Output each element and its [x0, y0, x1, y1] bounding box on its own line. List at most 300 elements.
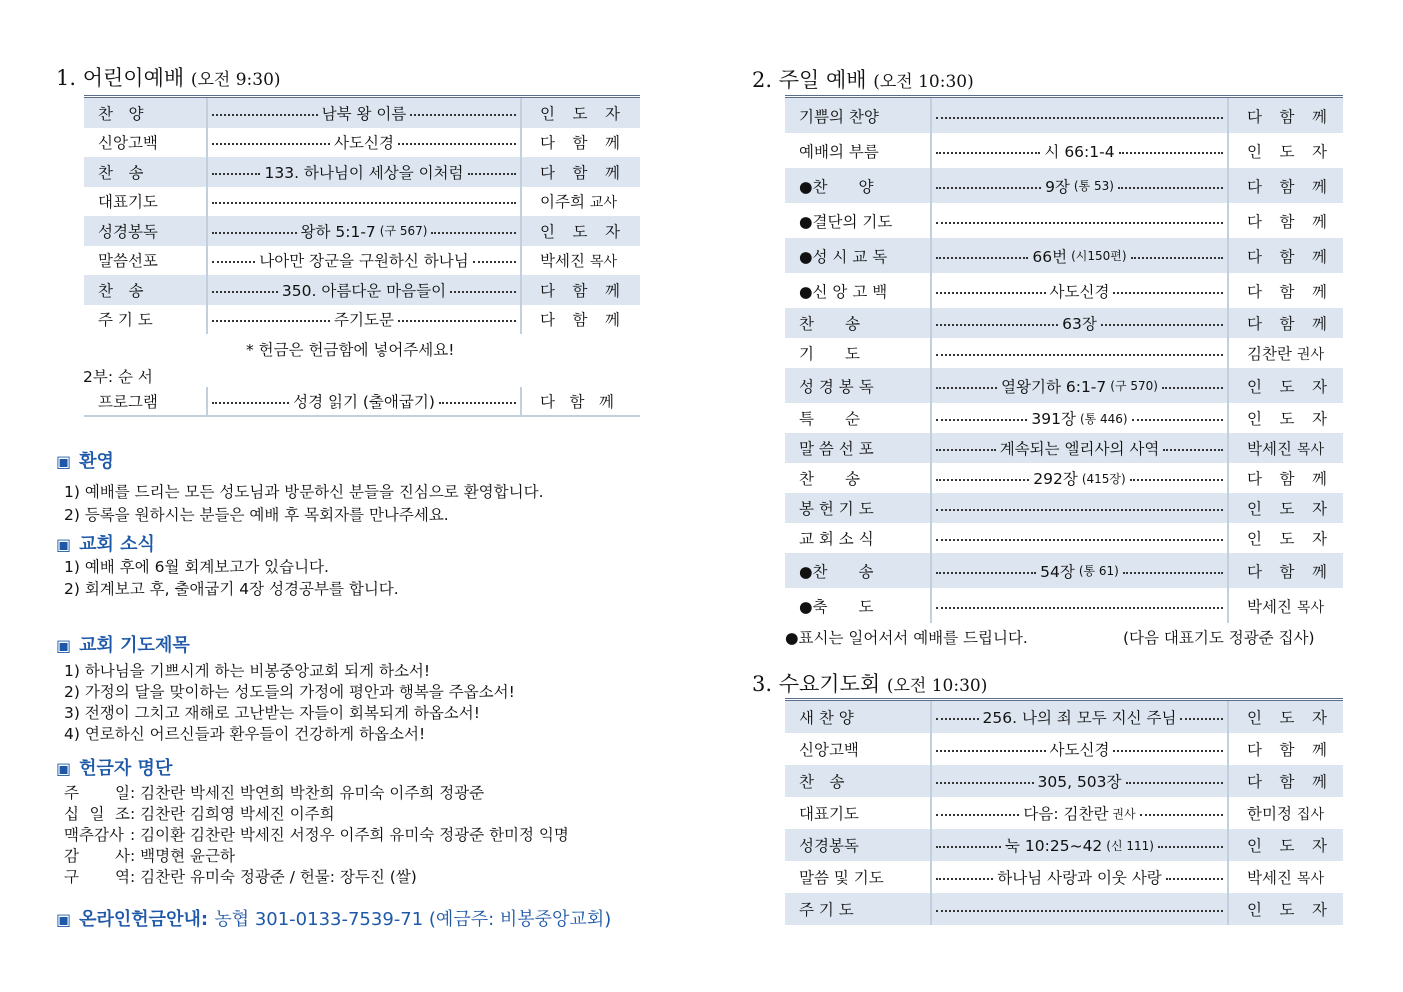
offerer-names: : 김찬란 김희영 박세진 이주희 [130, 805, 335, 823]
order-leader-text: 인 도 자 [1247, 530, 1327, 548]
sunday-order-row [785, 523, 1343, 553]
children-order-table [84, 95, 640, 334]
order-content [206, 187, 522, 217]
leader-dots [1113, 292, 1223, 294]
leader-dots [1163, 449, 1223, 451]
order-leader-text: 인 도 자 [540, 222, 620, 241]
offerers-heading: ▣ 헌금자 명단 [56, 758, 173, 779]
order-content [206, 157, 522, 187]
order-content-text: 사도신경 [334, 134, 394, 153]
square-bullet-icon: ▣ [56, 535, 72, 554]
order-content-note: (통 53) [1073, 179, 1114, 193]
wednesday-service-title: 3. 수요기도회 (오전 10:30) [752, 672, 988, 696]
leader-dots [212, 402, 289, 404]
order-content-note: (415장) [1081, 471, 1126, 486]
offerer-names: : 백명현 윤근하 [130, 847, 235, 865]
leader-dots [1158, 846, 1223, 848]
offerer-category: 주 일 [64, 784, 130, 802]
sunday-order-row [785, 168, 1343, 203]
leader-dots [398, 320, 516, 322]
offerer-row [64, 823, 569, 844]
order-leader-text: 인 도 자 [1247, 377, 1327, 396]
children-order-row [84, 216, 640, 246]
offerer-names: : 김찬란 박세진 박연희 박찬희 유미숙 이주희 정광준 [130, 784, 485, 802]
wednesday-order-table [785, 698, 1343, 925]
order-content-text: 66번 [1032, 247, 1068, 266]
offering-note: * 헌금은 헌금함에 넣어주세요! [246, 341, 455, 359]
leader-dots [1123, 572, 1223, 574]
leader-dots [212, 291, 278, 293]
order-leader-text: 다 함 께 [1247, 470, 1327, 488]
order-label: 찬 송 [799, 470, 860, 488]
order-label: 예배의 부름 [799, 142, 879, 161]
order-label: 대표기도 [799, 805, 859, 823]
order-label: 찬 양 [98, 104, 144, 123]
order-label: 찬 송 [799, 773, 845, 791]
leader-dots [1166, 878, 1223, 880]
leader-dots [936, 354, 1223, 356]
offerer-category: 십 일 조 [64, 805, 130, 823]
order-leader [522, 279, 620, 301]
order-label: 신앙고백 [98, 134, 158, 153]
order-content [930, 368, 1229, 403]
wednesday-order-row [785, 829, 1343, 861]
sunday-order-row [785, 98, 1343, 133]
order-content-note: (통 61) [1078, 564, 1119, 578]
order-leader-text: 박세진 [1247, 440, 1292, 458]
leader-dots [450, 291, 516, 293]
leader-dots [1101, 324, 1223, 326]
order-label: 찬 송 [98, 163, 144, 182]
leader-dots [439, 402, 516, 404]
order-leader [1229, 467, 1327, 489]
order-label: 말씀선포 [98, 252, 158, 271]
order-content-text: 계속되는 엘리사의 사역 [999, 440, 1160, 458]
prayer-item: 2) 가정의 달을 맞이하는 성도들의 가정에 평안과 행복을 주옵소서! [64, 683, 515, 701]
children-order-row [84, 246, 640, 276]
children-order-row [84, 128, 640, 158]
leader-dots [473, 261, 516, 263]
order-content-text: 남북 왕 이름 [321, 104, 407, 123]
order-leader-role: 목사 [589, 254, 617, 271]
news-item: 2) 회계보고 후, 출애굽기 4장 성경공부를 합니다. [64, 580, 399, 598]
leader-dots [212, 232, 297, 234]
order-label: 주 기 도 [799, 901, 854, 919]
sunday-order-row [785, 403, 1343, 433]
offerer-row [64, 865, 569, 886]
order-label: ●성 시 교 독 [799, 247, 888, 266]
leader-dots [936, 910, 1223, 912]
square-bullet-icon: ▣ [56, 636, 72, 655]
order-content [930, 463, 1229, 493]
order-content-text: 292장 [1033, 470, 1078, 488]
children-order-row [84, 157, 640, 187]
leader-dots [936, 479, 1029, 481]
welcome-item: 2) 등록을 원하시는 분들은 예배 후 목회자를 만나주세요. [64, 506, 449, 524]
order-content [930, 765, 1229, 797]
offerer-row [64, 781, 569, 802]
order-content-text: 주기도문 [334, 311, 394, 330]
order-leader [1229, 527, 1327, 549]
sunday-order-row [785, 433, 1343, 463]
order-leader [1229, 312, 1327, 334]
order-content [930, 523, 1229, 553]
order-leader-role: 목사 [1296, 599, 1324, 616]
order-leader-text: 다 함 께 [540, 281, 620, 300]
leader-dots [936, 782, 1034, 784]
order-leader-text: 한미정 [1247, 805, 1292, 823]
sunday-order-row [785, 238, 1343, 273]
order-leader [1229, 210, 1327, 232]
part2-row [84, 387, 640, 417]
sunday-order-row [785, 308, 1343, 338]
order-content-text: 350. 아름다운 마음들이 [281, 281, 447, 300]
wednesday-order-row [785, 765, 1343, 797]
order-leader [1229, 105, 1327, 127]
standing-note: ●표시는 일어서서 예배를 드립니다. [785, 629, 1028, 647]
order-leader [522, 308, 620, 330]
wednesday-order-row [785, 733, 1343, 765]
order-content [930, 588, 1229, 623]
part2-table [84, 387, 640, 417]
order-leader-text: 인 도 자 [1247, 142, 1327, 161]
leader-dots [936, 878, 993, 880]
part2-label-cell: 프로그램 [98, 393, 158, 411]
order-leader-role: 교사 [589, 195, 617, 212]
order-content [930, 238, 1229, 273]
order-label: 성경봉독 [98, 222, 158, 241]
order-leader-text: 인 도 자 [1247, 709, 1327, 727]
leader-dots [212, 261, 255, 263]
order-label: ●신 앙 고 백 [799, 282, 888, 301]
leader-dots [936, 187, 1041, 189]
sunday-service-title: 2. 주일 예배 (오전 10:30) [752, 68, 974, 92]
order-label: 대표기도 [98, 193, 158, 212]
order-leader-text: 다 함 께 [540, 163, 620, 182]
order-label: 성경봉독 [799, 837, 859, 855]
leader-dots [1119, 152, 1223, 154]
order-content-text: 305, 503장 [1037, 773, 1122, 791]
leader-dots [936, 607, 1223, 609]
order-leader-text: 다 함 께 [540, 311, 620, 330]
offerer-names: : 김찬란 유미숙 정광준 / 헌물: 장두진 (쌀) [130, 868, 417, 886]
sunday-order-row [785, 588, 1343, 623]
order-content-text: 열왕기하 6:1-7 [1001, 377, 1107, 396]
sunday-order-row [785, 553, 1343, 588]
welcome-item: 1) 예배를 드리는 모든 성도님과 방문하신 분들을 진심으로 환영합니다. [64, 483, 544, 501]
order-content [930, 133, 1229, 168]
sunday-order-row [785, 463, 1343, 493]
order-leader-text: 다 함 께 [540, 134, 620, 153]
order-content-text: 나아만 장군을 구원하신 하나님 [259, 252, 469, 271]
leader-dots [936, 750, 1046, 752]
order-leader-text: 김찬란 [1247, 345, 1292, 363]
order-content [930, 893, 1229, 925]
leader-dots [212, 173, 260, 175]
leader-dots [212, 202, 516, 204]
order-leader [1229, 437, 1324, 459]
order-content-note: 권사 [1112, 806, 1136, 821]
order-label: 찬 송 [799, 315, 860, 333]
children-order-row [84, 275, 640, 305]
order-content [930, 98, 1229, 133]
order-leader [1229, 802, 1324, 824]
order-leader-text: 다 함 께 [1247, 107, 1327, 126]
order-label: 기 도 [799, 345, 860, 363]
order-leader [1229, 140, 1327, 162]
offerers-list [64, 781, 569, 886]
order-leader-text: 다 함 께 [1247, 773, 1327, 791]
order-leader-text: 다 함 께 [1247, 282, 1327, 301]
order-label: 특 순 [799, 410, 860, 428]
order-content [206, 305, 522, 335]
order-content [930, 733, 1229, 765]
offerer-names: : 김이환 김찬란 박세진 서정우 이주희 유미숙 정광준 한미정 익명 [130, 826, 569, 844]
prayer-item: 4) 연로하신 어르신들과 환우들이 건강하게 하옵소서! [64, 725, 426, 743]
order-leader-text: 다 함 께 [1247, 741, 1327, 759]
order-content-text: 시 66:1-4 [1044, 142, 1115, 161]
order-label: 주 기 도 [98, 311, 153, 330]
order-leader [522, 131, 620, 153]
order-label: ●축 도 [799, 597, 874, 616]
online-offering: ▣ 온라인헌금안내: 농협 301-0133-7539-71 (예금주: 비봉중앙교회) [56, 909, 612, 930]
offerer-category: 맥추감사 [64, 826, 124, 844]
order-content [930, 701, 1229, 733]
welcome-heading: ▣ 환영 [56, 451, 114, 472]
leader-dots [936, 387, 997, 389]
order-content-note: (신 111) [1106, 838, 1154, 853]
order-label: ●결단의 기도 [799, 212, 893, 231]
order-content-text: 하나님 사랑과 이웃 사랑 [997, 869, 1162, 887]
order-content-note: (구 570) [1110, 379, 1158, 393]
order-content [930, 338, 1229, 368]
leader-dots [936, 572, 1036, 574]
wednesday-order-row [785, 797, 1343, 829]
leader-dots [410, 114, 516, 116]
order-leader-text: 다 함 께 [1247, 212, 1327, 231]
order-leader-text: 다 함 께 [1247, 177, 1327, 196]
leader-dots [936, 324, 1058, 326]
children-order-row [84, 187, 640, 217]
order-leader [522, 190, 617, 212]
order-content-text: 133. 하나님이 세상을 이처럼 [264, 163, 464, 182]
order-content [930, 273, 1229, 308]
order-content [206, 275, 522, 305]
order-leader-text: 다 함 께 [1247, 315, 1327, 333]
leader-dots [1180, 718, 1223, 720]
leader-dots [936, 449, 996, 451]
order-leader-text: 인 도 자 [1247, 901, 1327, 919]
order-leader-text: 박세진 [1247, 869, 1292, 887]
offerer-category: 감 사 [64, 847, 130, 865]
order-label: 성 경 봉 독 [799, 377, 874, 396]
order-leader [522, 220, 620, 242]
square-bullet-icon: ▣ [56, 759, 72, 778]
leader-dots [1140, 814, 1223, 816]
wednesday-order-row [785, 893, 1343, 925]
square-bullet-icon: ▣ [56, 910, 72, 929]
leader-dots [212, 143, 330, 145]
leader-dots [936, 846, 1001, 848]
offerer-category: 구 역 [64, 868, 130, 886]
order-label: 말씀 및 기도 [799, 869, 884, 887]
children-order-row [84, 98, 640, 128]
leader-dots [1113, 750, 1223, 752]
order-leader [1229, 497, 1327, 519]
leader-dots [936, 257, 1028, 259]
order-leader-text: 인 도 자 [1247, 410, 1327, 428]
leader-dots [936, 152, 1040, 154]
order-leader [1229, 375, 1327, 397]
leader-dots [1162, 387, 1223, 389]
order-leader-text: 박세진 [540, 252, 585, 271]
leader-dots [1126, 782, 1224, 784]
order-content-text: 256. 나의 죄 모두 지신 주님 [982, 709, 1177, 727]
order-label: ●찬 송 [799, 562, 874, 581]
part2-label: 2부: 순 서 [83, 368, 153, 386]
order-leader [522, 161, 620, 183]
leader-dots [1132, 419, 1223, 421]
order-content [930, 861, 1229, 893]
order-content-text: 63장 [1062, 315, 1097, 333]
order-leader [1229, 898, 1327, 920]
order-content [206, 246, 522, 276]
order-content [206, 128, 522, 158]
order-content [930, 168, 1229, 203]
order-content-note: (구 567) [379, 224, 428, 239]
prayer-item: 3) 전쟁이 그치고 재해로 고난받는 자들이 회복되게 하옵소서! [64, 704, 480, 722]
sunday-order-row [785, 368, 1343, 403]
news-item: 1) 예배 후에 6월 회계보고가 있습니다. [64, 558, 329, 576]
sunday-order-row [785, 338, 1343, 368]
square-bullet-icon: ▣ [56, 452, 72, 471]
leader-dots [936, 292, 1046, 294]
offerer-row [64, 802, 569, 823]
leader-dots [468, 173, 516, 175]
order-leader-role: 목사 [1296, 442, 1324, 458]
order-content [930, 829, 1229, 861]
order-leader-role: 권사 [1296, 347, 1324, 363]
news-heading: ▣ 교회 소식 [56, 534, 155, 555]
order-leader [1229, 175, 1327, 197]
order-content [930, 797, 1229, 829]
order-leader-text: 인 도 자 [540, 104, 620, 123]
order-content-text: 391장 [1031, 410, 1076, 428]
order-content [930, 308, 1229, 338]
sunday-order-table [785, 95, 1343, 623]
sunday-order-row [785, 273, 1343, 308]
leader-dots [936, 814, 1019, 816]
leader-dots [936, 419, 1027, 421]
order-content-text: 왕하 5:1-7 [300, 222, 376, 241]
order-leader-text: 다 함 께 [1247, 562, 1327, 581]
order-content [206, 216, 522, 246]
leader-dots [936, 222, 1223, 224]
wednesday-order-row [785, 861, 1343, 893]
leader-dots [936, 718, 979, 720]
order-leader [1229, 560, 1327, 582]
leader-dots [936, 509, 1223, 511]
order-label: 교 회 소 식 [799, 530, 874, 548]
order-content [930, 203, 1229, 238]
order-content [930, 493, 1229, 523]
order-content-text: 사도신경 [1049, 282, 1110, 301]
order-content-note: (통 446) [1079, 411, 1128, 426]
order-label: 새 찬 양 [799, 709, 854, 727]
order-content [930, 403, 1229, 433]
order-content [930, 433, 1229, 463]
order-content-note: (시150편) [1071, 249, 1127, 263]
wednesday-order-row [785, 701, 1343, 733]
leader-dots [431, 232, 516, 234]
order-content-text: 54장 [1040, 562, 1075, 581]
order-leader [1229, 866, 1324, 888]
leader-dots [212, 320, 330, 322]
order-label: 봉 헌 기 도 [799, 500, 874, 518]
leader-dots [936, 117, 1223, 119]
order-leader-role: 목사 [1296, 871, 1324, 887]
next-prayer-note: (다음 대표기도 정광준 집사) [1123, 629, 1315, 647]
order-content-text: 다음: 김찬란 [1023, 805, 1109, 823]
order-content-text: 사도신경 [1049, 741, 1110, 759]
order-leader-text: 인 도 자 [1247, 500, 1327, 518]
order-leader-text: 인 도 자 [1247, 837, 1327, 855]
part2-leader-cell: 다 함 께 [540, 393, 614, 411]
order-leader [1229, 834, 1327, 856]
order-label: 말 씀 선 포 [799, 440, 874, 458]
order-content [930, 553, 1229, 588]
sunday-order-row [785, 203, 1343, 238]
order-label: 신앙고백 [799, 741, 859, 759]
order-leader [1229, 770, 1327, 792]
leader-dots [1131, 257, 1223, 259]
order-leader [1229, 706, 1327, 728]
order-leader [1229, 245, 1327, 267]
sunday-order-row [785, 133, 1343, 168]
order-content [206, 98, 522, 128]
sunday-order-row [785, 493, 1343, 523]
order-label: ●찬 양 [799, 177, 874, 196]
part2-content-cell: 성경 읽기 (출애굽기) [206, 387, 522, 415]
order-content-text: 눅 10:25~42 [1005, 837, 1103, 855]
leader-dots [1130, 479, 1223, 481]
order-leader [522, 102, 620, 124]
prayer-item: 1) 하나님을 기쁘시게 하는 비봉중앙교회 되게 하소서! [64, 662, 431, 680]
order-leader [1229, 280, 1327, 302]
order-content-text: 9장 [1045, 177, 1070, 196]
leader-dots [398, 143, 516, 145]
order-leader-text: 다 함 께 [1247, 247, 1327, 266]
order-leader [1229, 738, 1327, 760]
offerer-row [64, 844, 569, 865]
children-order-row [84, 305, 640, 335]
order-leader [1229, 407, 1327, 429]
order-leader [522, 249, 617, 271]
online-offering-detail: 농협 301-0133-7539-71 (예금주: 비봉중앙교회) [214, 909, 612, 930]
order-leader-text: 박세진 [1247, 597, 1292, 616]
order-leader [1229, 595, 1324, 617]
leader-dots [1118, 187, 1223, 189]
leader-dots [936, 539, 1223, 541]
children-service-title: 1. 어린이예배 (오전 9:30) [56, 66, 281, 90]
leader-dots [212, 114, 318, 116]
order-leader-role: 집사 [1296, 807, 1324, 823]
order-leader [1229, 342, 1324, 364]
prayer-heading: ▣ 교회 기도제목 [56, 635, 190, 656]
order-label: 찬 송 [98, 281, 144, 300]
order-leader-text: 이주희 [540, 193, 585, 212]
order-label: 기쁨의 찬양 [799, 107, 879, 126]
